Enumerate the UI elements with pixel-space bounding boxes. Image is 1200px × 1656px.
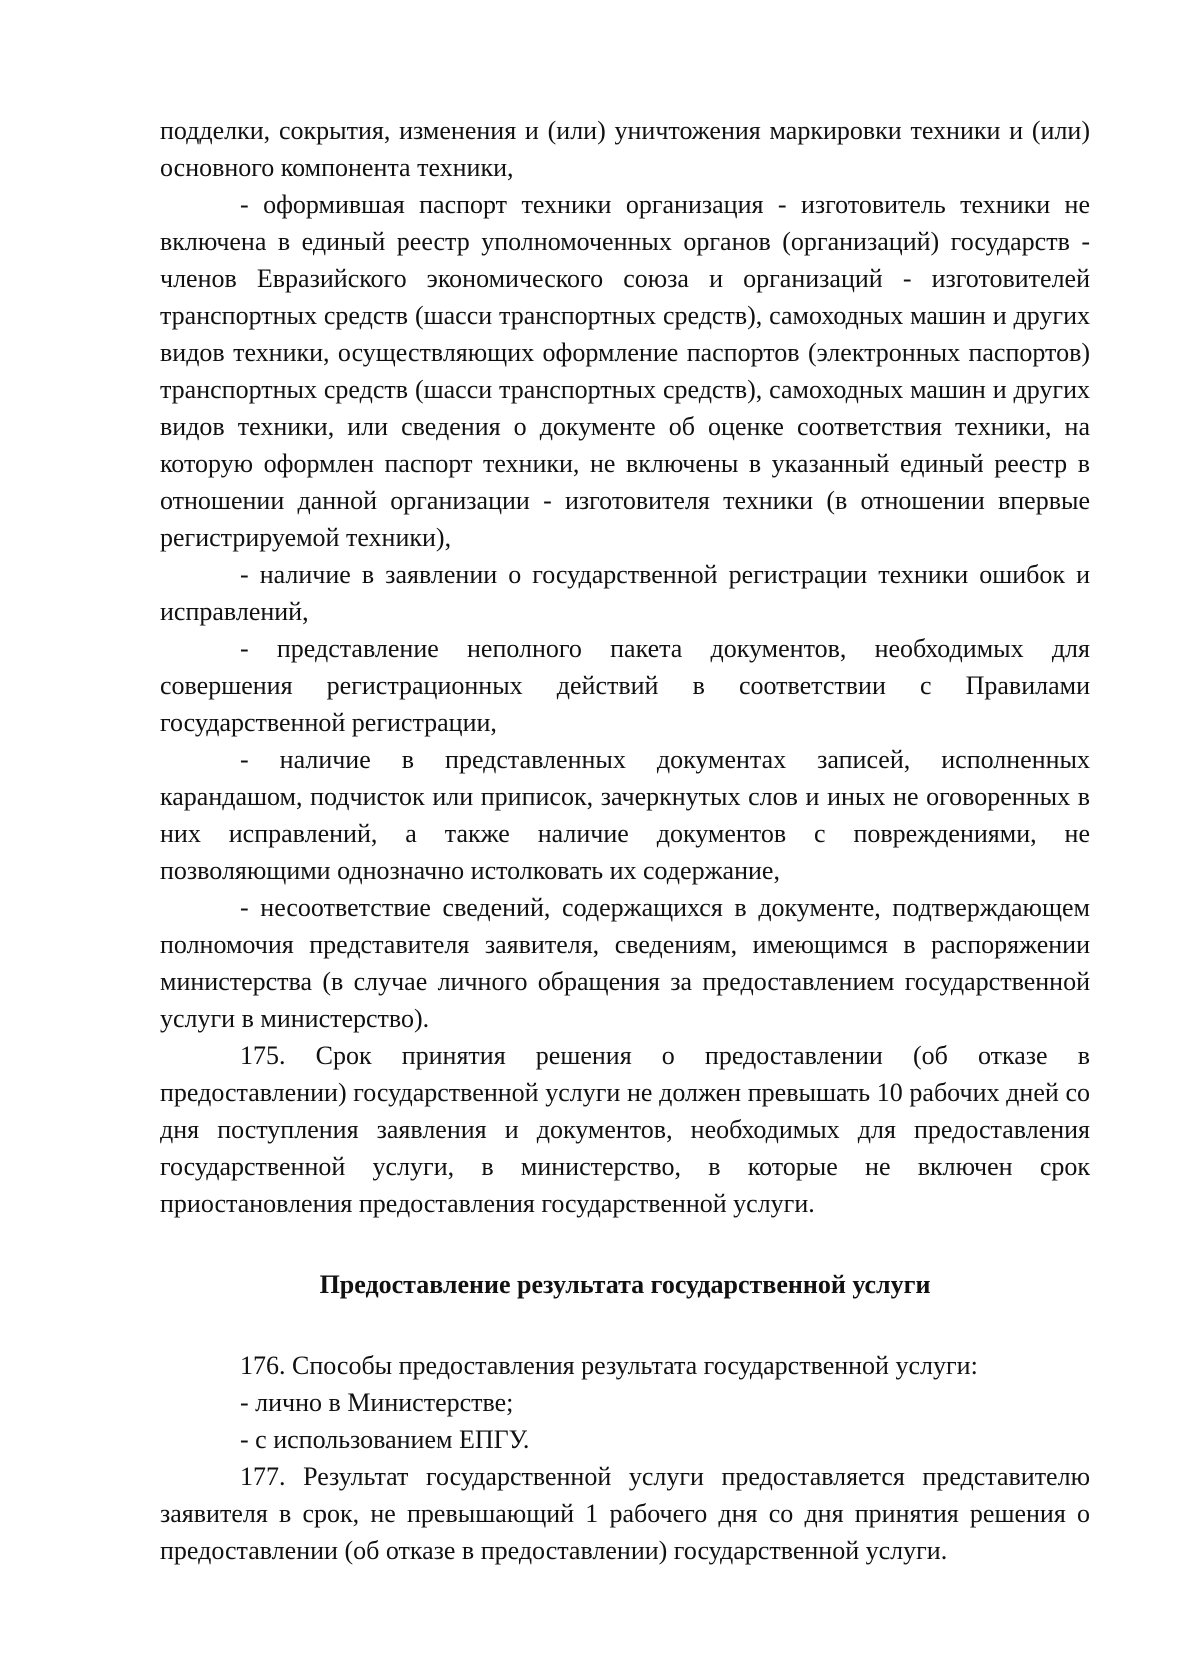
list-item-in-person: - лично в Министерстве; bbox=[240, 1388, 514, 1417]
list-item-incomplete-package: - представление неполного пакета документов, необходимых для совершения регистрационных действий в соответствии с Правилами государственной регистрации, bbox=[160, 634, 1090, 737]
list-item-mismatch: - несоответствие сведений, содержащихся в документе, подтверждающем полномочия представителя заявителя, сведениям, имеющимся в распоряжении министерства (в случае личного обращения за предоставлением государственной услуги в министерство). bbox=[160, 893, 1090, 1033]
paragraph-175: 175. Срок принятия решения о предоставлении (об отказе в предоставлении) государственной услуги не должен превышать 10 рабочих дней со дня поступления заявления и документов, необходимых для предоставления государственной услуги, в министерство, в которые не включен срок приостановления предоставления государственной услуги. bbox=[160, 1041, 1090, 1218]
paragraph-continuation: подделки, сокрытия, изменения и (или) уничтожения маркировки техники и (или) основного компонента техники, bbox=[160, 116, 1090, 182]
list-item-pencil-records: - наличие в представленных документах записей, исполненных карандашом, подчисток или приписок, зачеркнутых слов и иных не оговоренных в них исправлений, а также наличие документов с повреждениями, не позволяющими однозначно истолковать их содержание, bbox=[160, 745, 1090, 885]
paragraph-176: 176. Способы предоставления результата государственной услуги: bbox=[240, 1351, 978, 1380]
list-item-epgu: - с использованием ЕПГУ. bbox=[240, 1425, 530, 1454]
section-heading: Предоставление результата государственной услуги bbox=[319, 1270, 931, 1299]
list-item-errors: - наличие в заявлении о государственной регистрации техники ошибок и исправлений, bbox=[160, 560, 1090, 626]
document-body bbox=[160, 112, 1090, 1569]
paragraph-177: 177. Результат государственной услуги предоставляется представителю заявителя в срок, не превышающий 1 рабочего дня со дня принятия решения о предоставлении (об отказе в предоставлении) государственной услуги. bbox=[160, 1462, 1090, 1565]
list-item-registry: - оформившая паспорт техники организация - изготовитель техники не включена в единый реестр уполномоченных органов (организаций) государств - членов Евразийского экономического союза и организаций - изготовителей транспортных средств (шасси транспортных средств), самоходных машин и других видов техники, осуществляющих оформление паспортов (электронных паспортов) транспортных средств (шасси транспортных средств), самоходных машин и других видов техники, или сведения о документе об оценке соответствия техники, на которую оформлен паспорт техники, не включены в указанный единый реестр в отношении данной организации - изготовителя техники (в отношении впервые регистрируемой техники), bbox=[160, 190, 1090, 552]
